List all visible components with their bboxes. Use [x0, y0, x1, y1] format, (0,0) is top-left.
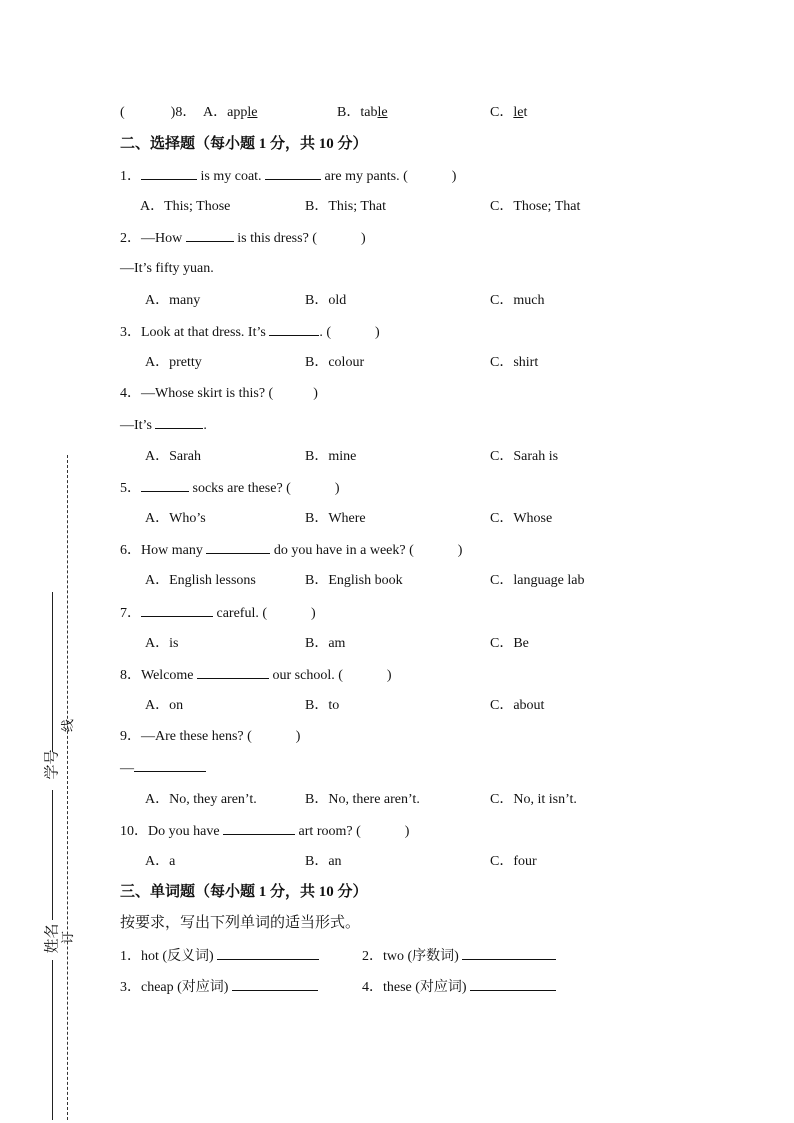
question-9: 9．—Are these hens? ( )	[120, 729, 301, 744]
prev-option-c: C．let	[490, 105, 528, 120]
q1-option-c: C．Those; That	[490, 199, 581, 214]
q1-option-b: B．This; That	[305, 199, 387, 214]
question-2: 2．—How is this dress? ( )	[120, 231, 366, 246]
question-4-answer: —It’s .	[120, 418, 207, 433]
q5-option-c: C．Whose	[490, 511, 553, 526]
question-10: 10．Do you have art room? ( )	[120, 824, 410, 839]
q7-option-a: A．is	[145, 636, 179, 651]
prev-option-b: B．table	[337, 105, 388, 120]
q9-option-c: C．No, it isn’t.	[490, 792, 577, 807]
student-id-line	[52, 592, 53, 752]
name-label: 姓名	[42, 923, 61, 954]
q6-option-c: C．language lab	[490, 573, 585, 588]
q8-option-c: C．about	[490, 698, 545, 713]
prev-option-a: A．apple	[203, 105, 258, 120]
q3-option-c: C．shirt	[490, 355, 539, 370]
prev-question-8: ( )8．	[120, 105, 197, 120]
question-5: 5． socks are these? ( )	[120, 481, 340, 496]
q2-option-b: B．old	[305, 293, 347, 308]
section2-title: 二、选择题（每小题 1 分，共 10 分）	[120, 136, 368, 152]
question-9-answer: —	[120, 759, 206, 778]
question-2-answer: —It’s fifty yuan.	[120, 261, 214, 276]
q3-option-b: B．colour	[305, 355, 365, 370]
binding-dashed-line	[67, 455, 68, 1120]
q6-option-b: B．English book	[305, 573, 403, 588]
q7-option-b: B．am	[305, 636, 346, 651]
q10-option-a: A．a	[145, 854, 176, 869]
q10-option-b: B．an	[305, 854, 342, 869]
q4-option-b: B．mine	[305, 449, 357, 464]
student-id-label: 学号	[42, 749, 61, 780]
question-4: 4．—Whose skirt is this? ( )	[120, 386, 318, 401]
word-item-3: 3．cheap (对应词)	[120, 978, 318, 997]
q9-option-a: A．No, they aren’t.	[145, 792, 257, 807]
name-line-upper	[52, 790, 53, 920]
section3-title: 三、单词题（每小题 1 分，共 10 分）	[120, 884, 368, 900]
q3-option-a: A．pretty	[145, 355, 202, 370]
question-6: 6．How many do you have in a week? ( )	[120, 543, 463, 558]
q5-option-b: B．Where	[305, 511, 366, 526]
word-item-1: 1．hot (反义词)	[120, 947, 319, 966]
word-item-4: 4．these (对应词)	[362, 978, 556, 997]
q4-option-a: A．Sarah	[145, 449, 201, 464]
q8-option-b: B．to	[305, 698, 340, 713]
binding-label: 订	[61, 930, 77, 945]
q2-option-a: A．many	[145, 293, 201, 308]
q6-option-a: A．English lessons	[145, 573, 256, 588]
name-line-lower	[52, 960, 53, 1120]
q2-option-c: C．much	[490, 293, 545, 308]
word-item-2: 2．two (序数词)	[362, 947, 556, 966]
question-3: 3．Look at that dress. It’s . ( )	[120, 325, 380, 340]
q9-option-b: B．No, there aren’t.	[305, 792, 420, 807]
question-1: 1． is my coat. are my pants. ( )	[120, 169, 457, 184]
q10-option-c: C．four	[490, 854, 537, 869]
question-7: 7． careful. ( )	[120, 606, 316, 621]
section3-instruction: 按要求，写出下列单词的适当形式。	[120, 915, 361, 931]
q4-option-c: C．Sarah is	[490, 449, 559, 464]
q5-option-a: A．Who’s	[145, 511, 206, 526]
q8-option-a: A．on	[145, 698, 184, 713]
question-8: 8．Welcome our school. ( )	[120, 668, 392, 683]
cut-line-label: 线	[61, 718, 77, 733]
q1-option-a: A．This; Those	[140, 199, 231, 214]
q7-option-c: C．Be	[490, 636, 529, 651]
